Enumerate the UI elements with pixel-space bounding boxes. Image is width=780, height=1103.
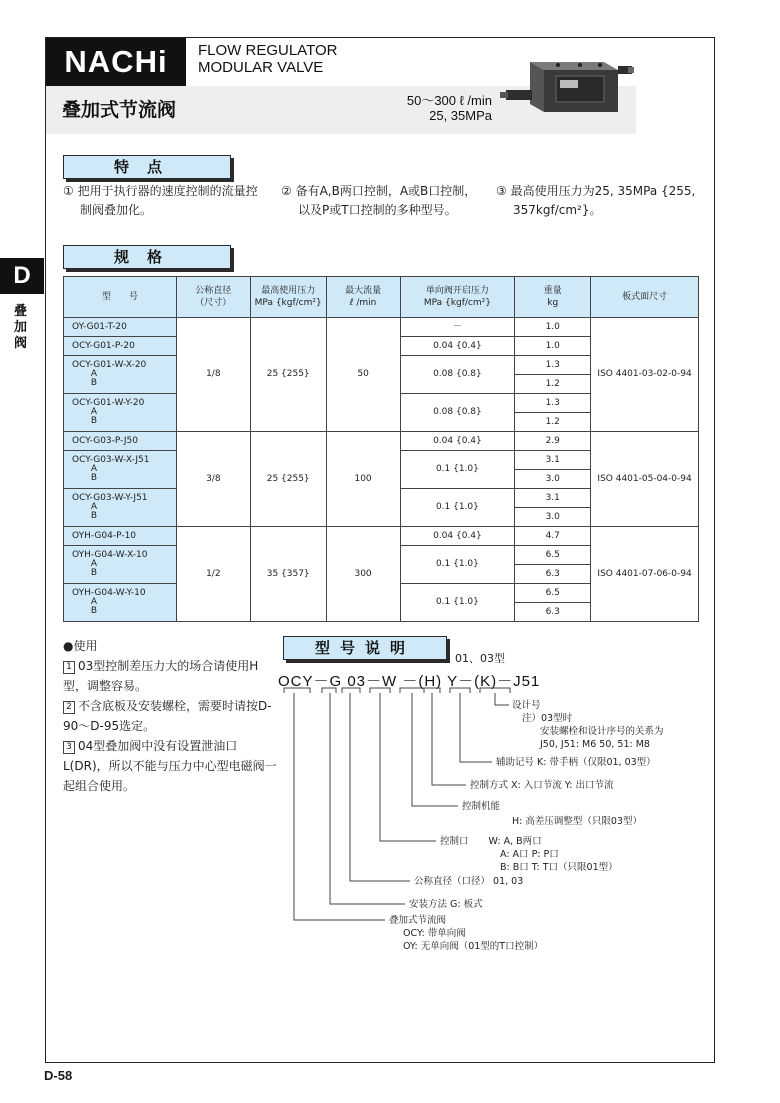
check-cell: 0.1 {1.0} (400, 451, 515, 489)
weight-cell: 1.2 (515, 375, 591, 394)
usage-num-2: 2 (63, 701, 75, 714)
feature-3-num: ③ (496, 184, 507, 198)
valve-type-oy: OY: 无单向阀（01型的T口控制） (403, 941, 544, 952)
pressure-cell: 35 {357} (250, 527, 326, 622)
feature-3-line-1: 最高使用压力为25, 35MPa {255, (510, 184, 696, 198)
model-variant-a: A (90, 464, 98, 474)
weight-cell: 6.5 (515, 546, 591, 565)
model-variant-a: A (90, 502, 98, 512)
specs-heading: 规格 (63, 245, 231, 269)
brand-logo: NACHi (46, 38, 186, 86)
section-tab-label: 叠加阀 (14, 304, 28, 351)
model-cell (64, 584, 177, 622)
model-cell (64, 451, 177, 489)
col-pressure: 最高使用压力 MPa {kgf/cm²} (250, 277, 326, 318)
flow-cell: 100 (326, 432, 400, 527)
flow-cell: 300 (326, 527, 400, 622)
check-cell: 0.04 {0.4} (400, 527, 515, 546)
design-relation: 安装螺栓和设计序号的关系为 (540, 726, 664, 737)
weight-cell: 6.3 (515, 603, 591, 622)
usage-item-3 (63, 736, 278, 796)
pressure-range: 25, 35MPa (429, 108, 492, 123)
spec-table (63, 276, 699, 622)
label-design-number (512, 699, 664, 751)
model-variant-b: B (90, 568, 98, 578)
model-variant-b: B (90, 511, 98, 521)
feature-3-line-2: 357kgf/cm²}。 (513, 203, 602, 217)
label-nominal-diameter: 公称直径（口径） 01, 03 (414, 876, 524, 887)
model-name: OYH-G04-W-Y-10 (72, 588, 146, 598)
valve-type-label: 叠加式节流阀 (389, 915, 447, 926)
control-port-b-t: B: B口 T: T口（只限01型） (500, 862, 618, 873)
model-variant-b: B (90, 606, 98, 616)
control-function-label: 控制机能 (462, 801, 501, 812)
usage-num-3: 3 (63, 741, 75, 754)
model-cell (64, 356, 177, 394)
check-cell: 0.1 {1.0} (400, 546, 515, 584)
model-name: OCY-G03-W-Y-J51 (72, 493, 148, 503)
weight-cell: 1.0 (515, 318, 591, 337)
flow-cell: 50 (326, 318, 400, 432)
col-mount: 板式面尺寸 (591, 277, 699, 318)
model-cell: OCY-G01-P-20 (64, 337, 177, 356)
model-cell: OCY-G03-P-J50 (64, 432, 177, 451)
usage-text-3: 04型叠加阀中没有设置泄油口L(DR)，所以不能与压力中心型电磁阀一起组合使用。 (63, 739, 277, 793)
model-variant-a: A (90, 407, 98, 417)
usage-text-1: 03型控制差压力大的场合请使用H型，调整容易。 (63, 659, 259, 693)
table-row (64, 527, 699, 546)
model-code-heading: 型号说明 (283, 636, 447, 660)
weight-cell: 3.1 (515, 489, 591, 508)
col-size: 公称直径 （尺寸） (176, 277, 250, 318)
check-cell: 0.1 {1.0} (400, 489, 515, 527)
check-cell: － (400, 318, 515, 337)
model-cell (64, 546, 177, 584)
product-type-line-2: MODULAR VALVE (198, 59, 324, 76)
weight-cell: 3.0 (515, 508, 591, 527)
feature-1-num: ① (63, 184, 74, 198)
valve-type-ocy: OCY: 带单向阀 (403, 928, 466, 939)
usage-text-2: 不含底板及安装螺栓，需要时请按D-90～D-95选定。 (63, 699, 272, 733)
check-cell: 0.04 {0.4} (400, 432, 515, 451)
flow-range: 50～300 ℓ /min (406, 93, 492, 108)
size-cell: 3/8 (176, 432, 250, 527)
weight-cell: 3.1 (515, 451, 591, 470)
size-cell: 1/2 (176, 527, 250, 622)
feature-1-line-1: 把用于执行器的速度控制的流量控 (77, 184, 258, 198)
spec-table-header (64, 277, 699, 318)
weight-cell: 1.3 (515, 394, 591, 413)
control-port-a-p: A: A口 P: P口 (500, 849, 559, 860)
model-name: OCY-G03-W-X-J51 (72, 455, 150, 465)
pressure-cell: 25 {255} (250, 432, 326, 527)
model-cell (64, 394, 177, 432)
usage-item-1 (63, 656, 278, 696)
check-cell: 0.08 {0.8} (400, 356, 515, 394)
features-heading: 特点 (63, 155, 231, 179)
weight-cell: 6.3 (515, 565, 591, 584)
valve-product-image (500, 52, 636, 124)
feature-1-line-2: 制阀叠加化。 (80, 203, 153, 217)
page-number: D-58 (44, 1068, 73, 1083)
model-name: OCY-G01-W-X-20 (72, 360, 147, 370)
weight-cell: 1.0 (515, 337, 591, 356)
model-variant-b: B (90, 378, 98, 388)
model-variant-b: B (90, 416, 98, 426)
mount-cell: ISO 4401-05-04-0-94 (591, 432, 699, 527)
product-type-line-1: FLOW REGULATOR (198, 42, 338, 59)
control-function-h: H: 高差压调整型（只限03型） (512, 816, 642, 827)
weight-cell: 1.2 (515, 413, 591, 432)
model-code-applies-to: 01、03型 (455, 652, 505, 665)
table-row (64, 318, 699, 337)
label-aux-mark: 辅助记号 K: 带手柄（仅限01, 03型） (496, 757, 656, 768)
model-code-string: OCY－G 03－W －(H) Y－(K)－J51 (278, 673, 541, 690)
design-label: 设计号 (512, 700, 541, 711)
label-mounting: 安装方法 G: 板式 (409, 899, 483, 910)
feature-2-line-2: 以及P或T口控制的多种型号。 (298, 203, 457, 217)
label-valve-type (389, 914, 543, 953)
control-port-w: W: A, B两口 (488, 836, 542, 847)
label-control-port (440, 835, 618, 874)
model-variant-a: A (90, 597, 98, 607)
model-name: OCY-G01-W-Y-20 (72, 398, 145, 408)
page-title: 叠加式节流阀 (62, 99, 177, 121)
section-tab-d: D (0, 258, 44, 294)
col-flow: 最大流量 ℓ /min (326, 277, 400, 318)
feature-2-num: ② (281, 184, 292, 198)
check-cell: 0.04 {0.4} (400, 337, 515, 356)
weight-cell: 1.3 (515, 356, 591, 375)
weight-cell: 6.5 (515, 584, 591, 603)
label-control-mode: 控制方式 X: 入口节流 Y: 出口节流 (470, 780, 614, 791)
model-cell (64, 489, 177, 527)
usage-notes (63, 636, 278, 796)
mount-cell: ISO 4401-03-02-0-94 (591, 318, 699, 432)
usage-num-1: 1 (63, 661, 75, 674)
product-type (198, 42, 337, 76)
check-cell: 0.08 {0.8} (400, 394, 515, 432)
table-row (64, 432, 699, 451)
col-model: 型 号 (64, 277, 177, 318)
model-name: OYH-G04-W-X-10 (72, 550, 148, 560)
weight-cell: 3.0 (515, 470, 591, 489)
feature-item-2 (281, 182, 491, 220)
model-variant-a: A (90, 559, 98, 569)
label-control-function (462, 800, 642, 828)
design-bolts: J50, J51: M6 50, 51: M8 (540, 739, 650, 750)
usage-heading: ●使用 (63, 639, 98, 653)
model-variant-b: B (90, 473, 98, 483)
check-cell: 0.1 {1.0} (400, 584, 515, 622)
design-note: 注）03型时 (522, 713, 573, 724)
usage-item-2 (63, 696, 278, 736)
col-weight: 重量 kg (515, 277, 591, 318)
col-check: 单向阀开启压力 MPa {kgf/cm²} (400, 277, 515, 318)
model-cell: OY-G01-T-20 (64, 318, 177, 337)
weight-cell: 4.7 (515, 527, 591, 546)
model-variant-a: A (90, 369, 98, 379)
size-cell: 1/8 (176, 318, 250, 432)
control-port-label: 控制口 (440, 836, 469, 847)
pressure-cell: 25 {255} (250, 318, 326, 432)
feature-item-1 (63, 182, 273, 220)
weight-cell: 2.9 (515, 432, 591, 451)
spec-summary (380, 93, 492, 123)
feature-item-3 (496, 182, 706, 220)
mount-cell: ISO 4401-07-06-0-94 (591, 527, 699, 622)
model-cell: OYH-G04-P-10 (64, 527, 177, 546)
feature-2-line-1: 备有A,B两口控制，A或B口控制， (295, 184, 477, 198)
